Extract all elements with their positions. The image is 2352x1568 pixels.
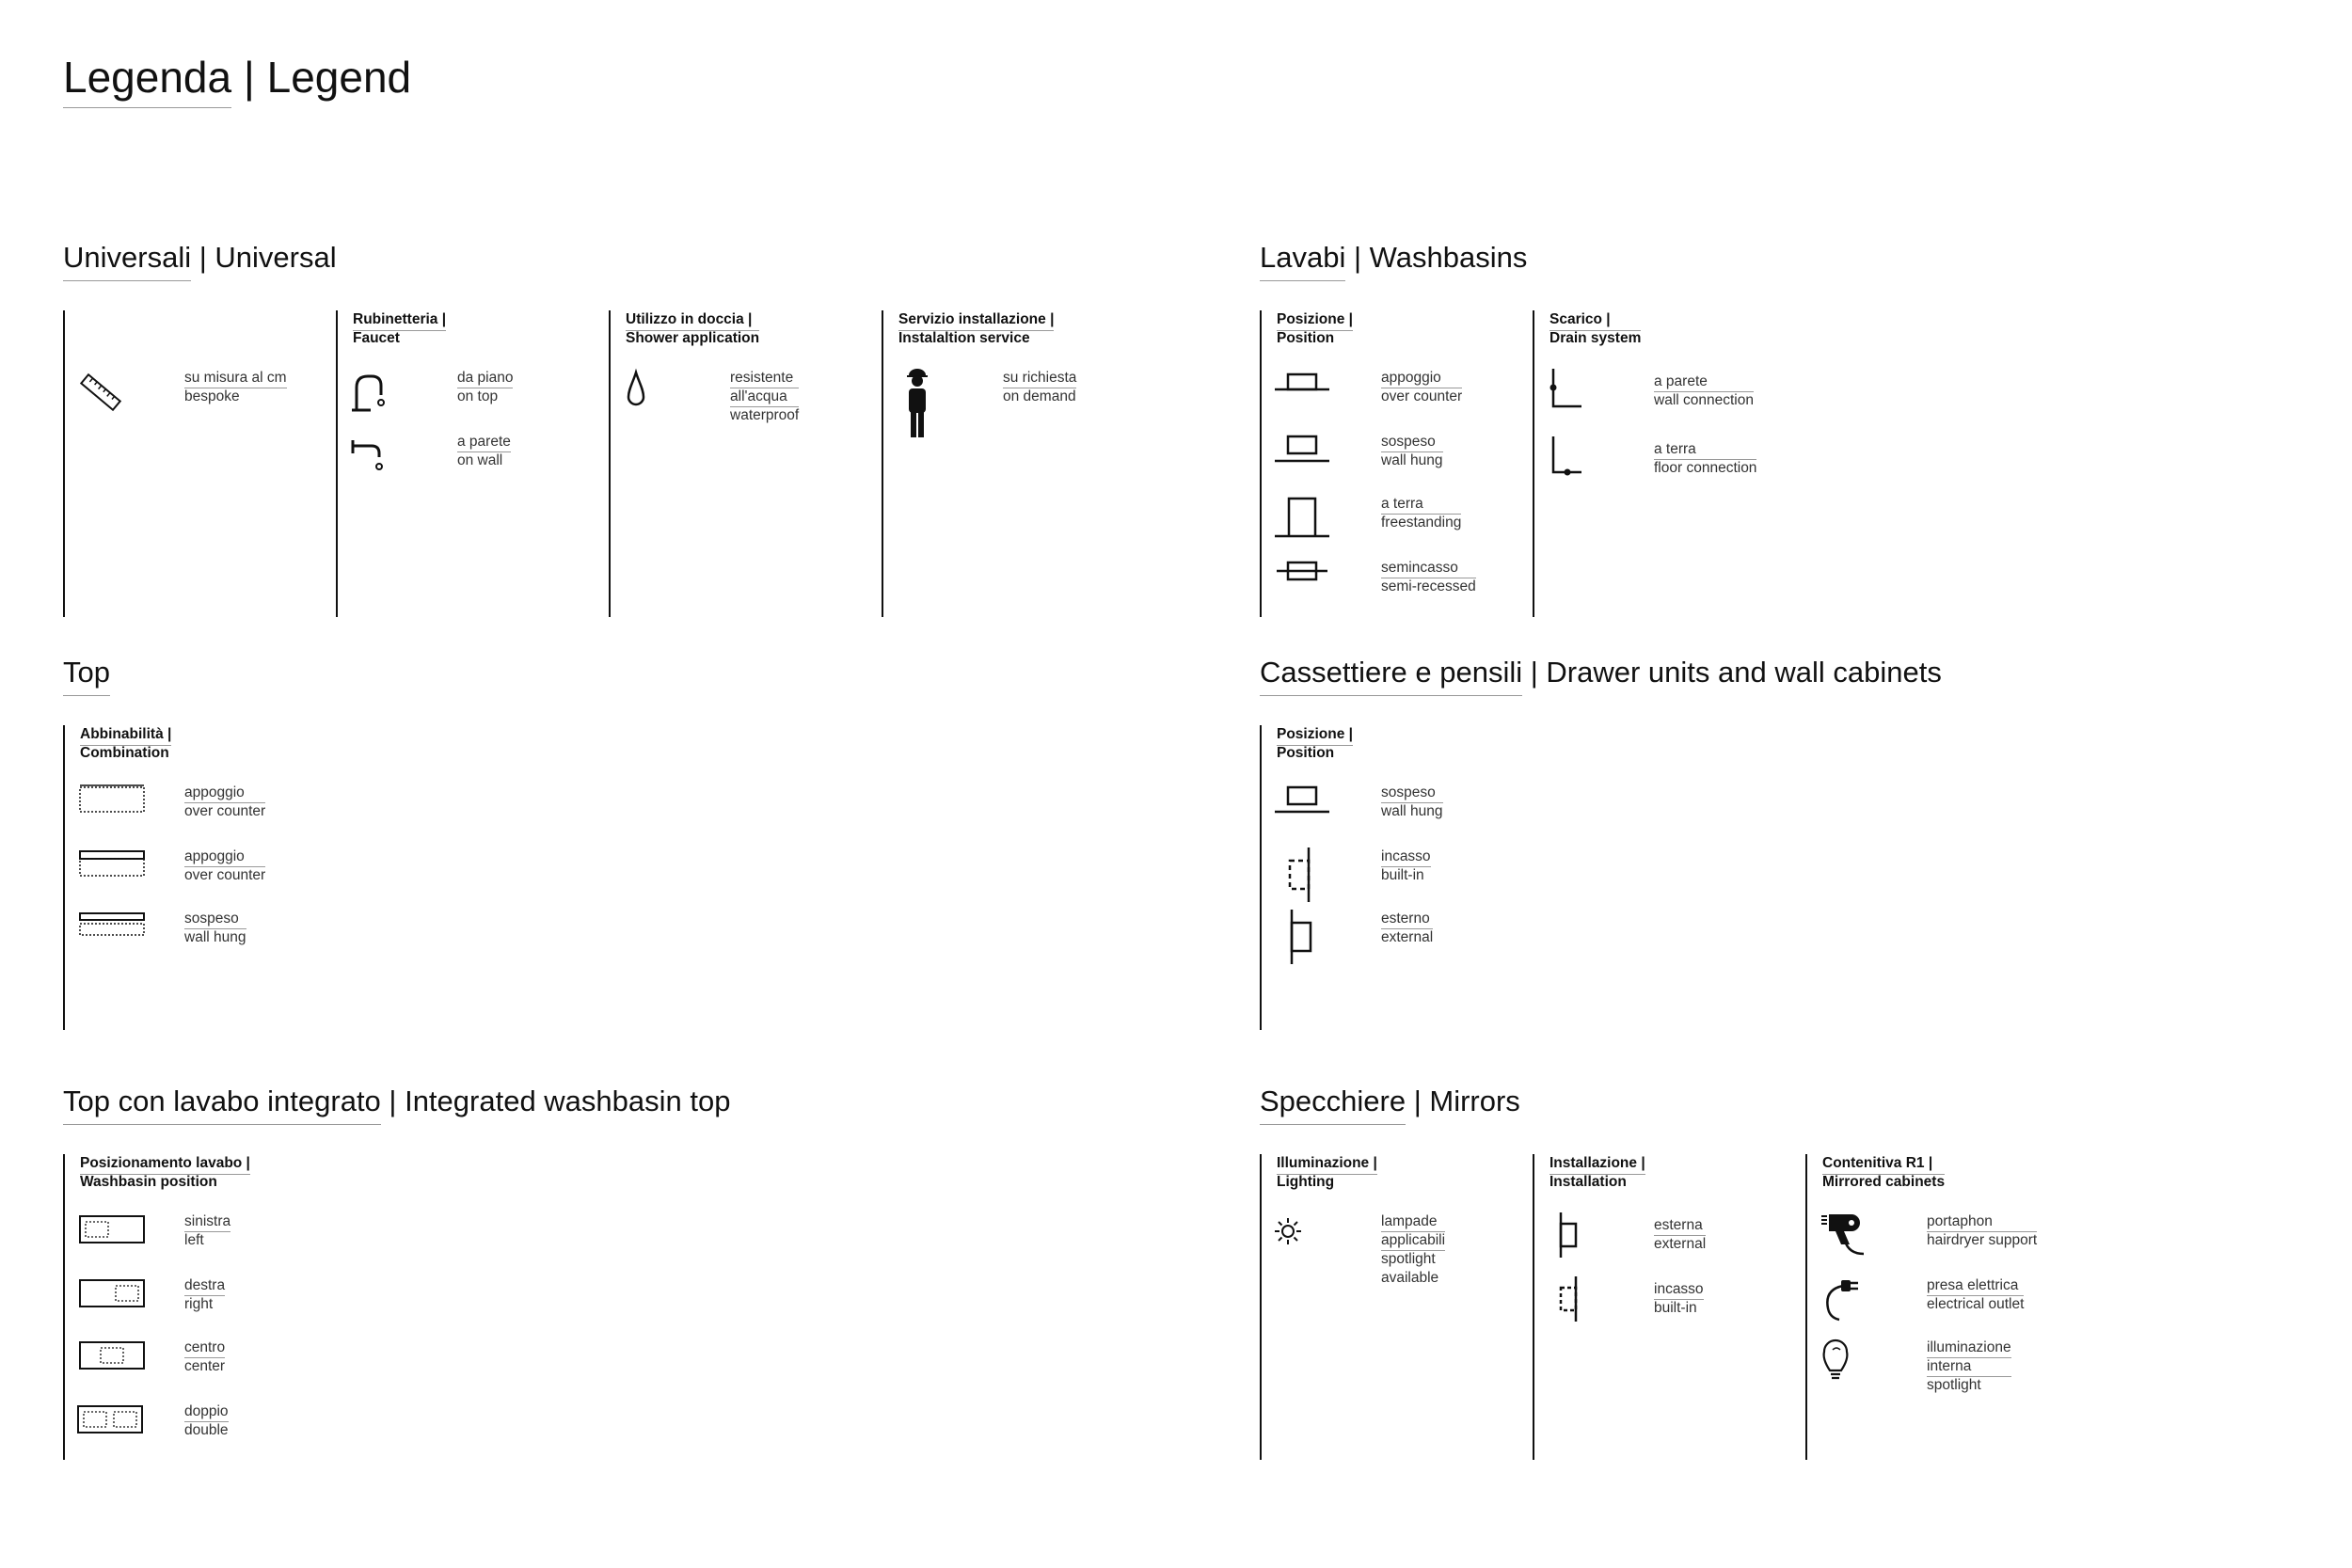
mirror-external-icon <box>1548 1212 1617 1259</box>
washbasin-position-heading: Posizione | Position <box>1277 311 1353 346</box>
electrical-plug-icon <box>1820 1276 1890 1323</box>
cabinet-built-in-icon <box>1275 847 1344 895</box>
mirrors-cabinets-column <box>1805 1154 2080 1460</box>
legend-item-drain-floor: a terra floor connection <box>1534 436 1807 493</box>
page-title-en: Legend <box>266 53 412 102</box>
mirrored-cabinets-heading: Contenitiva R1 | Mirrored cabinets <box>1822 1155 1946 1190</box>
installer-icon <box>897 369 966 416</box>
cabinet-wall-hung-icon <box>1275 784 1344 831</box>
faucet-on-wall-icon <box>351 433 421 480</box>
universal-faucet-column <box>336 310 611 617</box>
shower-heading: Utilizzo in doccia | Shower application <box>626 311 760 346</box>
service-heading: Servizio installazione | Instalaltion service <box>898 311 1055 346</box>
legend-item-faucet-on-wall: a parete on wall <box>338 433 611 489</box>
page-title-it: Legenda <box>63 53 232 102</box>
basin-wall-hung-icon <box>1275 433 1344 480</box>
legend-item-cabinet-external: esterno external <box>1262 910 1534 966</box>
drain-system-column <box>1533 310 1807 617</box>
water-drop-icon <box>624 369 693 416</box>
top-combination-column <box>63 725 338 1030</box>
legend-item-basin-freestanding: a terra freestanding <box>1262 495 1534 551</box>
legend-item-internal-lighting: illuminazione interna spotlight <box>1807 1338 2080 1395</box>
legend-item-hairdryer: portaphon hairdryer support <box>1807 1212 2080 1269</box>
legend-item-cabinet-wall-hung: sospeso wall hung <box>1262 784 1534 840</box>
basin-center-icon <box>78 1338 148 1386</box>
legend-item-drain-wall: a parete wall connection <box>1534 369 1807 425</box>
light-bulb-icon <box>1820 1338 1890 1386</box>
page-title: Legenda | Legend <box>63 53 412 102</box>
basin-over-counter-icon <box>1275 369 1344 416</box>
section-title-universal: Universali | Universal <box>63 241 337 274</box>
legend-item-top-over-counter: appoggio over counter <box>65 784 338 840</box>
ruler-icon <box>78 369 148 416</box>
drain-heading: Scarico | Drain system <box>1549 311 1642 346</box>
universal-service-column <box>882 310 1156 617</box>
section-title-drawers: Cassettiere e pensili | Drawer units and wall cabinets <box>1260 656 1942 689</box>
drain-floor-icon <box>1548 436 1617 483</box>
integrated-basin-position-column <box>63 1154 338 1460</box>
combination-heading: Abbinabilità | Combination <box>80 726 172 761</box>
legend-item-basin-semi-recessed: semincasso semi-recessed <box>1262 559 1534 615</box>
hairdryer-icon <box>1820 1212 1890 1259</box>
legend-item-top-over-counter-2: appoggio over counter <box>65 847 338 904</box>
universal-bespoke-column <box>63 310 338 617</box>
faucet-on-top-icon <box>351 369 421 416</box>
legend-item-faucet-on-top: da piano on top <box>338 369 611 425</box>
section-title-top: Top <box>63 656 110 689</box>
legend-item-basin-double: doppio double <box>65 1402 338 1459</box>
basin-left-icon <box>78 1212 148 1259</box>
legend-item-bespoke: su misura al cm bespoke <box>65 369 338 425</box>
legend-item-mirror-built-in: incasso built-in <box>1534 1276 1807 1333</box>
drawers-position-column <box>1260 725 1534 1030</box>
cabinet-external-icon <box>1275 910 1344 957</box>
legend-item-electrical-outlet: presa elettrica electrical outlet <box>1807 1276 2080 1333</box>
basin-semi-recessed-icon <box>1275 559 1344 606</box>
legend-item-spotlight: lampade applicabili spotlight available <box>1262 1212 1534 1269</box>
top-wall-hung-icon <box>78 910 148 957</box>
basin-position-heading: Posizionamento lavabo | Washbasin position <box>80 1155 250 1190</box>
legend-item-basin-center: centro center <box>65 1338 338 1395</box>
mirrors-installation-column <box>1533 1154 1807 1460</box>
top-over-counter-2-icon <box>78 847 148 895</box>
lighting-heading: Illuminazione | Lighting <box>1277 1155 1377 1190</box>
mirror-built-in-icon <box>1548 1276 1617 1323</box>
legend-item-on-demand: su richiesta on demand <box>883 369 1156 425</box>
legend-item-basin-wall-hung: sospeso wall hung <box>1262 433 1534 489</box>
mirrors-lighting-column <box>1260 1154 1534 1460</box>
universal-shower-column <box>609 310 883 617</box>
section-title-mirrors: Specchiere | Mirrors <box>1260 1085 1520 1117</box>
legend-item-basin-over-counter: appoggio over counter <box>1262 369 1534 425</box>
legend-item-cabinet-built-in: incasso built-in <box>1262 847 1534 904</box>
sun-light-icon <box>1275 1212 1344 1259</box>
drawers-position-heading: Posizione | Position <box>1277 726 1353 761</box>
basin-double-icon <box>78 1402 148 1449</box>
legend-item-top-wall-hung: sospeso wall hung <box>65 910 338 966</box>
washbasin-position-column <box>1260 310 1534 617</box>
installation-heading: Installazione | Installation <box>1549 1155 1645 1190</box>
legend-item-waterproof: resistente all'acqua waterproof <box>611 369 883 425</box>
section-title-washbasins: Lavabi | Washbasins <box>1260 241 1528 274</box>
drain-wall-icon <box>1548 369 1617 416</box>
basin-right-icon <box>78 1276 148 1323</box>
faucet-heading: Rubinetteria | Faucet <box>353 311 447 346</box>
legend-item-basin-left: sinistra left <box>65 1212 338 1269</box>
basin-freestanding-icon <box>1275 495 1344 542</box>
section-title-integrated: Top con lavabo integrato | Integrated washbasin top <box>63 1085 731 1117</box>
legend-item-basin-right: destra right <box>65 1276 338 1333</box>
legend-item-mirror-external: esterna external <box>1534 1212 1807 1269</box>
top-over-counter-icon <box>78 784 148 831</box>
